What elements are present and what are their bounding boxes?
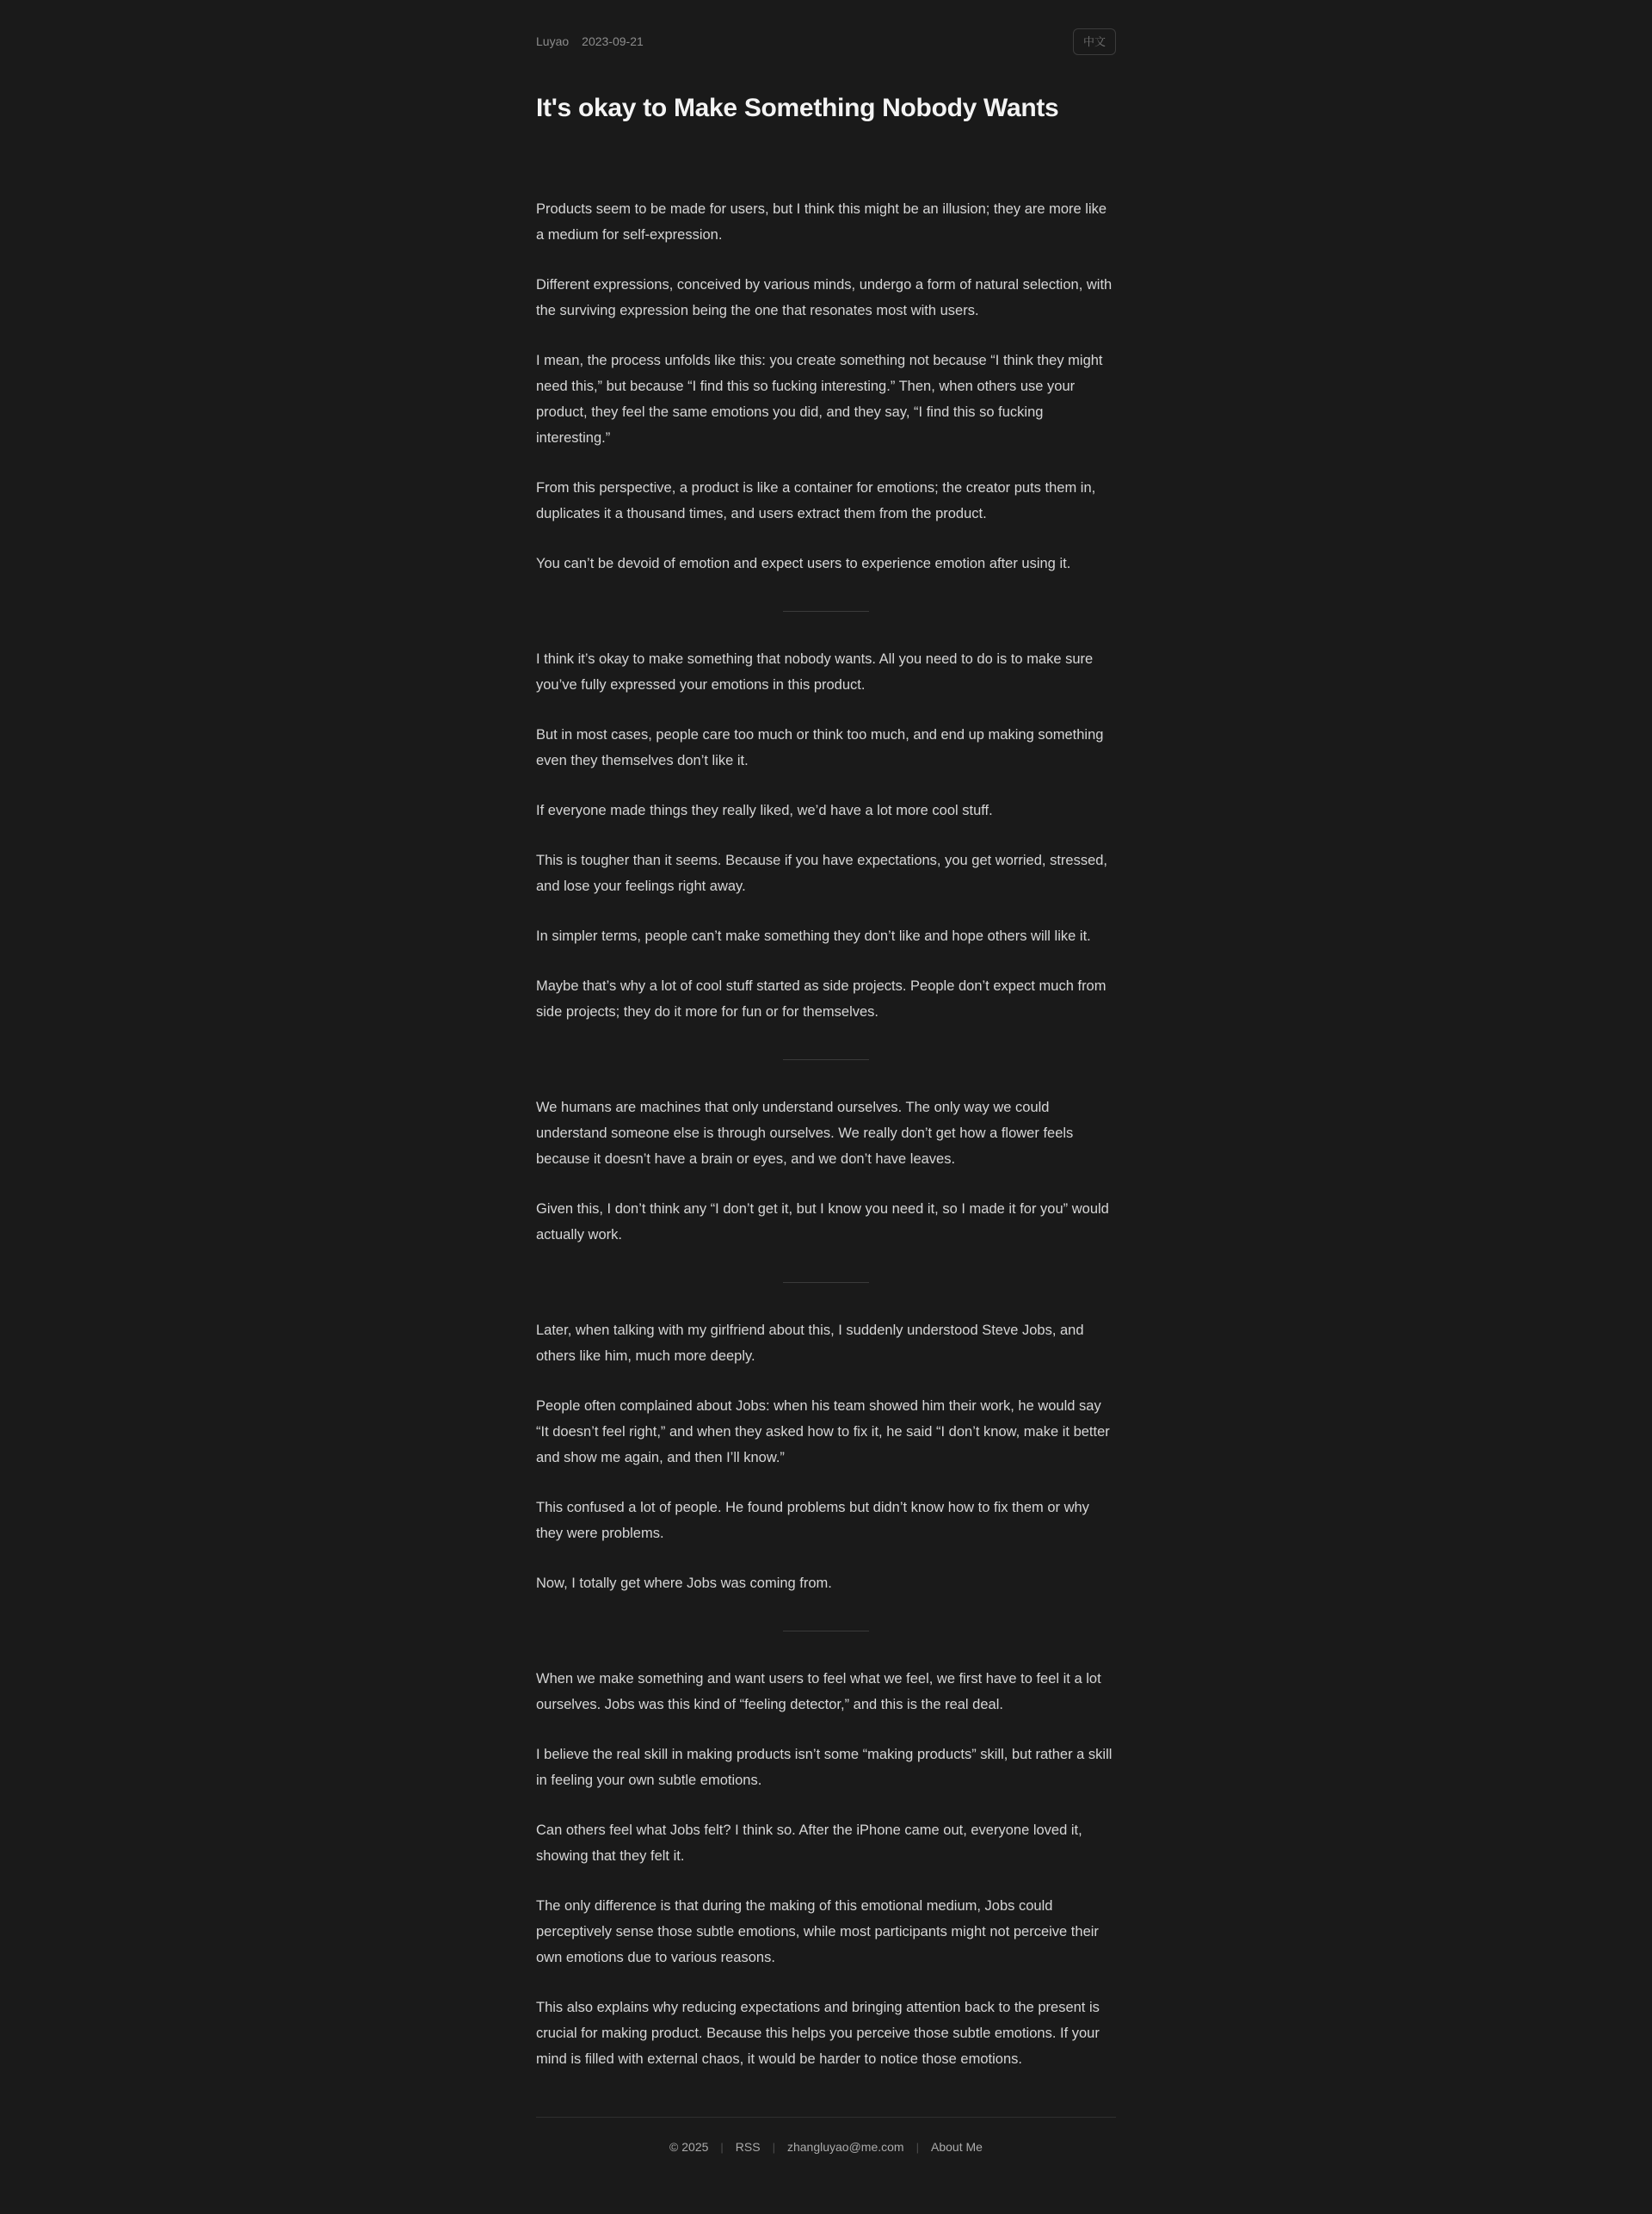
paragraph: Different expressions, conceived by various minds, undergo a form of natural selection, with the surviving expression being the one that resonates most with users. [536,277,1113,318]
paragraph: You can’t be devoid of emotion and expect users to experience emotion after using it. [536,556,1071,571]
email-link[interactable]: zhangluyao@me.com [786,2140,904,2154]
paragraph: If everyone made things they really liked, we’d have a lot more cool stuff. [536,803,993,818]
post-date: 2023-09-21 [582,34,644,48]
paragraph: I mean, the process unfolds like this: you create something not because “I think they might need this,” but because “I find this so fucking interesting.” Then, when others use your product, they feel the same emotions you did, and they say, “I find this so fucking interesting.” [536,353,1103,446]
paragraph: Maybe that’s why a lot of cool stuff started as side projects. People don’t expect much from side projects; they do it more for fun or for themselves. [536,978,1106,1020]
paragraph: This is tougher than it seems. Because if you have expectations, you get worried, stressed, and lose your feelings right away. [536,853,1108,894]
paragraph: This confused a lot of people. He found problems but didn’t know how to fix them or why they were problems. [536,1500,1089,1541]
paragraph: In simpler terms, people can’t make something they don’t like and hope others will like it. [536,928,1091,944]
page-title: It's okay to Make Something Nobody Wants [536,94,1059,122]
footer-row [536,2140,1116,2154]
paragraph: When we make something and want users to feel what we feel, we first have to feel it a lot ourselves. Jobs was this kind of “feeling detector,” and this is the real deal. [536,1671,1101,1712]
post-meta [536,34,644,48]
page-container [536,0,1116,2214]
language-switch-button[interactable]: 中文 [1073,28,1116,55]
section-divider [783,1059,869,1060]
article-body [536,196,1116,2072]
rss-link[interactable]: RSS [735,2140,761,2154]
paragraph: Products seem to be made for users, but I think this might be an illusion; they are more like a medium for self-expression. [536,201,1107,243]
footer-separator: | [720,2140,724,2154]
section-divider [783,1282,869,1283]
paragraph: Given this, I don’t think any “I don’t get it, but I know you need it, so I made it for you” would actually work. [536,1201,1109,1243]
paragraph: People often complained about Jobs: when his team showed him their work, he would say “It doesn’t feel right,” and when they asked how to fix it, he said “I don’t know, make it better and show me again, and then I’ll know.” [536,1398,1110,1465]
site-footer [536,2117,1116,2214]
copyright-text: © 2025 [669,2140,709,2154]
paragraph: We humans are machines that only understand ourselves. The only way we could understand someone else is through ourselves. We really don’t get how a flower feels because it doesn’t have a brain or eyes, and we don’t have leaves. [536,1100,1074,1167]
paragraph: But in most cases, people care too much or think too much, and end up making something even they themselves don’t like it. [536,727,1104,768]
section-divider [783,611,869,612]
paragraph: I believe the real skill in making products isn’t some “making products” skill, but rather a skill in feeling your own subtle emotions. [536,1747,1113,1788]
paragraph: The only difference is that during the making of this emotional medium, Jobs could perceptively sense those subtle emotions, while most participants might not perceive their own emotions due to various reasons. [536,1898,1099,1965]
footer-separator: | [915,2140,919,2154]
paragraph: This also explains why reducing expectations and bringing attention back to the present is crucial for making product. Because this helps you perceive those subtle emotions. If your mind is filled with external chaos, it would be harder to notice those emotions. [536,2000,1100,2067]
footer-separator: | [772,2140,775,2154]
paragraph: Later, when talking with my girlfriend about this, I suddenly understood Steve Jobs, and others like him, much more deeply. [536,1323,1084,1364]
paragraph: I think it’s okay to make something that nobody wants. All you need to do is to make sure you’ve fully expressed your emotions in this product. [536,651,1094,693]
paragraph: Now, I totally get where Jobs was coming from. [536,1576,832,1591]
paragraph: Can others feel what Jobs felt? I think so. After the iPhone came out, everyone loved it, showing that they felt it. [536,1822,1082,1864]
paragraph: From this perspective, a product is like a container for emotions; the creator puts them in, duplicates it a thousand times, and users extract them from the product. [536,480,1096,521]
header-meta-row [536,28,1116,55]
about-me-link[interactable]: About Me [931,2140,983,2154]
author-name: Luyao [536,34,570,48]
